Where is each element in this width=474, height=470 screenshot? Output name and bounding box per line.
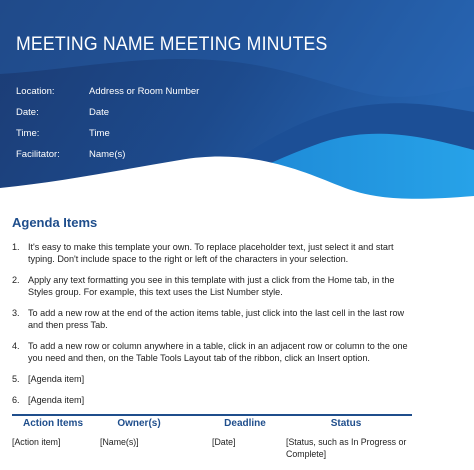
list-number: 5. [12,374,20,384]
table-cell-action-item[interactable]: [Action item] [12,437,61,447]
column-header-status: Status [330,418,362,429]
page-title: MEETING NAME MEETING MINUTES [16,34,328,55]
list-number: 6. [12,395,20,405]
list-text[interactable]: To add a new row or column anywhere in a table, click in an adjacent row or column to the one you need and then, on the Table Tools Layout tab of the ribbon, click an Insert option. [28,341,408,363]
agenda-heading: Agenda Items [12,215,98,230]
wave-graphic [0,0,474,212]
table-cell-owners[interactable]: [Name(s)] [100,437,139,447]
table-top-rule [12,414,412,416]
agenda-list [12,241,412,415]
list-item[interactable] [12,307,412,331]
detail-label: Facilitator: [16,149,60,160]
list-text[interactable]: To add a new row at the end of the action items table, just click into the last cell in the last row and then press Tab. [28,308,405,330]
list-item[interactable] [12,340,412,364]
table-cell-deadline[interactable]: [Date] [212,437,236,447]
list-text[interactable]: Apply any text formatting you see in this template with just a click from the Home tab, in the Styles group. For example, this text uses the List Number style. [28,275,395,297]
list-text[interactable]: [Agenda item] [28,395,85,405]
column-header-action-items: Action Items [22,418,84,429]
list-item[interactable] [12,274,412,298]
header-banner [0,0,474,212]
detail-label: Time: [16,128,40,139]
detail-value[interactable]: Address or Room Number [89,86,200,97]
column-header-owners: Owner(s) [117,418,161,429]
list-text[interactable]: [Agenda item] [28,374,85,384]
list-item[interactable] [12,373,412,385]
list-number: 3. [12,308,20,318]
detail-value[interactable]: Time [89,128,110,139]
list-number: 1. [12,242,20,252]
list-number: 4. [12,341,20,351]
list-number: 2. [12,275,20,285]
detail-value[interactable]: Name(s) [89,149,126,160]
list-text[interactable]: It's easy to make this template your own. To replace placeholder text, just select it and start typing. Don't include space to the right or left of the characters in your selection. [28,242,394,264]
table-cell-status[interactable]: [Status, such as In Progress or Complete] [286,437,407,459]
detail-label: Location: [16,86,55,97]
detail-value[interactable]: Date [89,107,110,118]
detail-label: Date: [16,107,39,118]
list-item[interactable] [12,394,412,406]
list-item[interactable] [12,241,412,265]
column-header-deadline: Deadline [224,418,266,429]
